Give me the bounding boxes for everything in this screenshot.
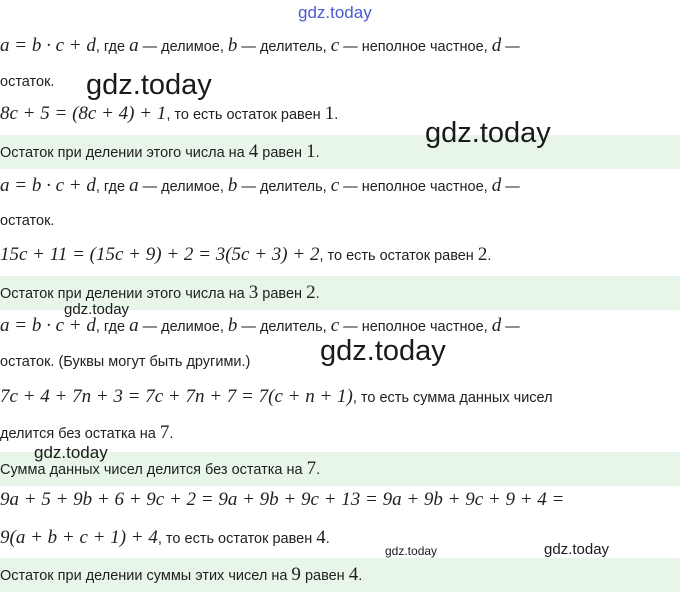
text-segment: —: [501, 39, 520, 55]
text-segment: остаток. (Буквы могут быть другими.): [0, 354, 251, 370]
math-segment: 1: [324, 103, 335, 124]
watermark-top: gdz.today: [298, 3, 372, 22]
math-segment: 7: [306, 458, 317, 479]
text-segment: —: [501, 179, 520, 195]
text-segment: равен: [258, 145, 307, 161]
formula-line-3: [0, 316, 680, 337]
math-segment: 9(a + b + c + 1) + 4: [0, 527, 158, 548]
math-segment: 15c + 11 = (15c + 9) + 2 = 3(5c + 3) + 2: [0, 244, 320, 265]
math-segment: b: [227, 35, 238, 56]
text-segment: Остаток при делении суммы этих чисел на: [0, 568, 292, 584]
text-segment: —: [501, 319, 520, 335]
calculation-line-3b: [0, 423, 680, 444]
text-segment: , где: [95, 319, 130, 335]
text-segment: — делитель,: [237, 39, 331, 55]
math-segment: b: [227, 315, 238, 336]
math-segment: 8c + 5 = (8c + 4) + 1: [0, 103, 167, 124]
text-segment: , то есть остаток равен: [166, 107, 325, 123]
math-segment: 9: [291, 564, 301, 585]
watermark-small-3: gdz.today: [385, 544, 438, 558]
text-segment: равен: [258, 286, 307, 302]
math-segment: 9a + 5 + 9b + 6 + 9c + 2 = 9a + 9b + 9c + 13 = 9a + 9b + 9c + 9 + 4 =: [0, 489, 565, 510]
remainder-word-line-2: [0, 211, 680, 231]
math-segment: 7c + 4 + 7n + 3 = 7c + 7n + 7 = 7(c + n + 1): [0, 386, 353, 407]
text-segment: остаток.: [0, 74, 55, 90]
text-segment: делится без остатка на: [0, 426, 160, 442]
calculation-line-4: [0, 490, 680, 511]
text-segment: Остаток при делении этого числа на: [0, 286, 249, 302]
text-segment: , то есть остаток равен: [157, 531, 317, 547]
text-segment: , то есть остаток равен: [319, 248, 478, 264]
text-segment: .: [315, 286, 320, 302]
text-segment: .: [334, 107, 339, 123]
math-segment: 4: [248, 141, 259, 162]
text-segment: Остаток при делении этого числа на: [0, 145, 249, 161]
text-segment: — неполное частное,: [339, 179, 492, 195]
math-segment: a = b · c + d: [0, 175, 96, 196]
text-segment: — делимое,: [138, 179, 228, 195]
math-segment: c: [330, 175, 340, 196]
text-segment: .: [325, 531, 330, 547]
math-segment: 1: [306, 141, 316, 162]
text-segment: — неполное частное,: [339, 39, 492, 55]
math-segment: a: [129, 315, 139, 336]
calculation-line-3: [0, 387, 680, 408]
watermark-large-1: gdz.today: [86, 69, 212, 101]
math-segment: 4: [348, 564, 359, 585]
text-segment: — неполное частное,: [339, 319, 492, 335]
text-segment: — делитель,: [237, 319, 331, 335]
math-segment: a: [129, 35, 139, 56]
formula-line-2: [0, 176, 680, 197]
math-segment: c: [330, 35, 340, 56]
math-segment: a = b · c + d: [0, 35, 96, 56]
watermark-large-2: gdz.today: [425, 117, 551, 149]
calculation-line-1: [0, 104, 680, 125]
watermark-small-4: gdz.today: [544, 541, 610, 558]
text-segment: — делимое,: [138, 39, 228, 55]
formula-line-1: [0, 36, 680, 57]
math-segment: a: [129, 175, 139, 196]
answer-line-1: [0, 142, 680, 163]
math-segment: c: [330, 315, 340, 336]
text-segment: .: [358, 568, 363, 584]
text-segment: , где: [95, 179, 130, 195]
math-segment: 4: [316, 527, 326, 548]
text-segment: Сумма данных чисел делится без остатка на: [0, 462, 307, 478]
text-segment: , то есть сумма данных чисел: [352, 390, 553, 406]
watermark-small-1: gdz.today: [64, 301, 130, 318]
text-segment: , где: [95, 39, 130, 55]
text-segment: — делитель,: [237, 179, 331, 195]
calculation-line-2: [0, 245, 680, 266]
math-segment: d: [491, 315, 502, 336]
text-segment: .: [487, 248, 492, 264]
answer-line-4: [0, 565, 680, 586]
text-segment: .: [169, 426, 174, 442]
text-segment: .: [315, 145, 320, 161]
math-segment: 2: [306, 282, 316, 303]
text-segment: остаток.: [0, 213, 55, 229]
math-segment: 2: [477, 244, 488, 265]
math-segment: b: [227, 175, 238, 196]
text-segment: равен: [300, 568, 349, 584]
math-segment: a = b · c + d: [0, 315, 96, 336]
math-segment: d: [491, 175, 502, 196]
watermark-large-3: gdz.today: [320, 335, 446, 367]
math-segment: 7: [159, 422, 170, 443]
math-segment: 3: [248, 282, 259, 303]
text-segment: .: [316, 462, 321, 478]
watermark-small-2: gdz.today: [34, 443, 108, 462]
text-segment: — делимое,: [138, 319, 228, 335]
math-segment: d: [491, 35, 502, 56]
